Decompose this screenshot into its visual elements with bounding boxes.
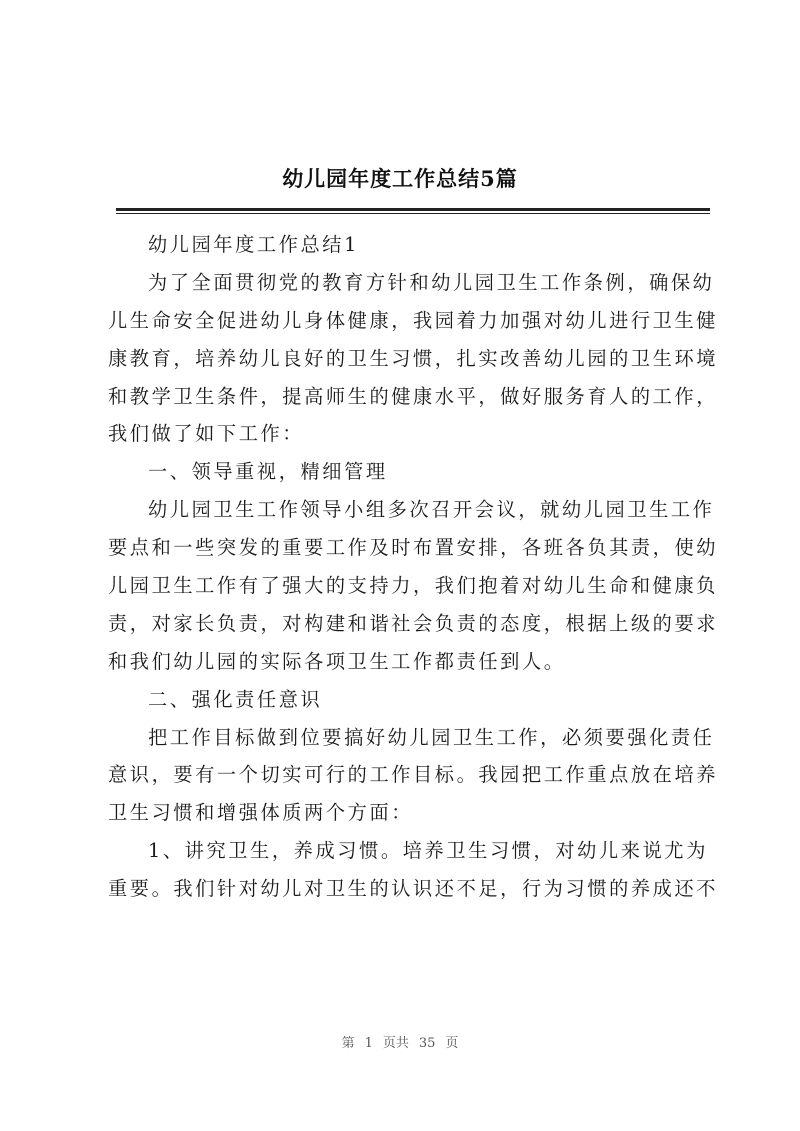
paragraph-line: 意识，要有一个切实可行的工作目标。我园把工作重点放在培养 — [108, 763, 719, 787]
paragraph-line: 儿生命安全促进幼儿身体健康，我园着力加强对幼儿进行卫生健 — [108, 308, 719, 332]
paragraph-line: 幼儿园卫生工作领导小组多次召开会议，就幼儿园卫生工作 — [148, 498, 715, 522]
title-rule — [116, 208, 710, 211]
section-heading: 一、领导重视，精细管理 — [148, 460, 388, 484]
title-rule-thin — [116, 213, 710, 214]
footer-prefix: 第 — [341, 1036, 355, 1051]
page-footer — [0, 1032, 800, 1051]
page-title: 幼儿园年度工作总结5篇 — [282, 166, 518, 191]
paragraph-line: 卫生习惯和增强体质两个方面： — [108, 801, 414, 825]
section-heading: 二、强化责任意识 — [148, 687, 323, 711]
paragraph-line: 和我们幼儿园的实际各项卫生工作都责任到人。 — [108, 649, 566, 673]
section-heading: 幼儿园年度工作总结1 — [148, 233, 359, 256]
paragraph-line: 儿园卫生工作有了强大的支持力，我们抱着对幼儿生命和健康负 — [108, 574, 719, 598]
paragraph-line: 责，对家长负责，对构建和谐社会负责的态度，根据上级的要求 — [108, 611, 719, 635]
footer-mid: 页共 — [382, 1036, 409, 1051]
footer-suffix: 页 — [445, 1036, 459, 1051]
paragraph-line: 重要。我们针对幼儿对卫生的认识还不足，行为习惯的养成还不 — [108, 877, 719, 901]
paragraph-line: 康教育，培养幼儿良好的卫生习惯，扎实改善幼儿园的卫生环境 — [108, 346, 719, 370]
footer-current-page: 1 — [364, 1036, 373, 1051]
paragraph-line: 要点和一些突发的重要工作及时布置安排，各班各负其责，使幼 — [108, 536, 719, 560]
paragraph-line: 我们做了如下工作： — [108, 422, 305, 446]
document-body — [108, 226, 719, 908]
paragraph-line: 1、讲究卫生，养成习惯。培养卫生习惯，对幼儿来说尤为 — [148, 839, 708, 863]
paragraph-line: 把工作目标做到位要搞好幼儿园卫生工作，必须要强化责任 — [148, 725, 715, 749]
paragraph-line: 为了全面贯彻党的教育方针和幼儿园卫生工作条例，确保幼 — [148, 270, 715, 294]
paragraph-line: 和教学卫生条件，提高师生的健康水平，做好服务育人的工作， — [108, 384, 719, 408]
footer-total-pages: 35 — [418, 1036, 436, 1051]
